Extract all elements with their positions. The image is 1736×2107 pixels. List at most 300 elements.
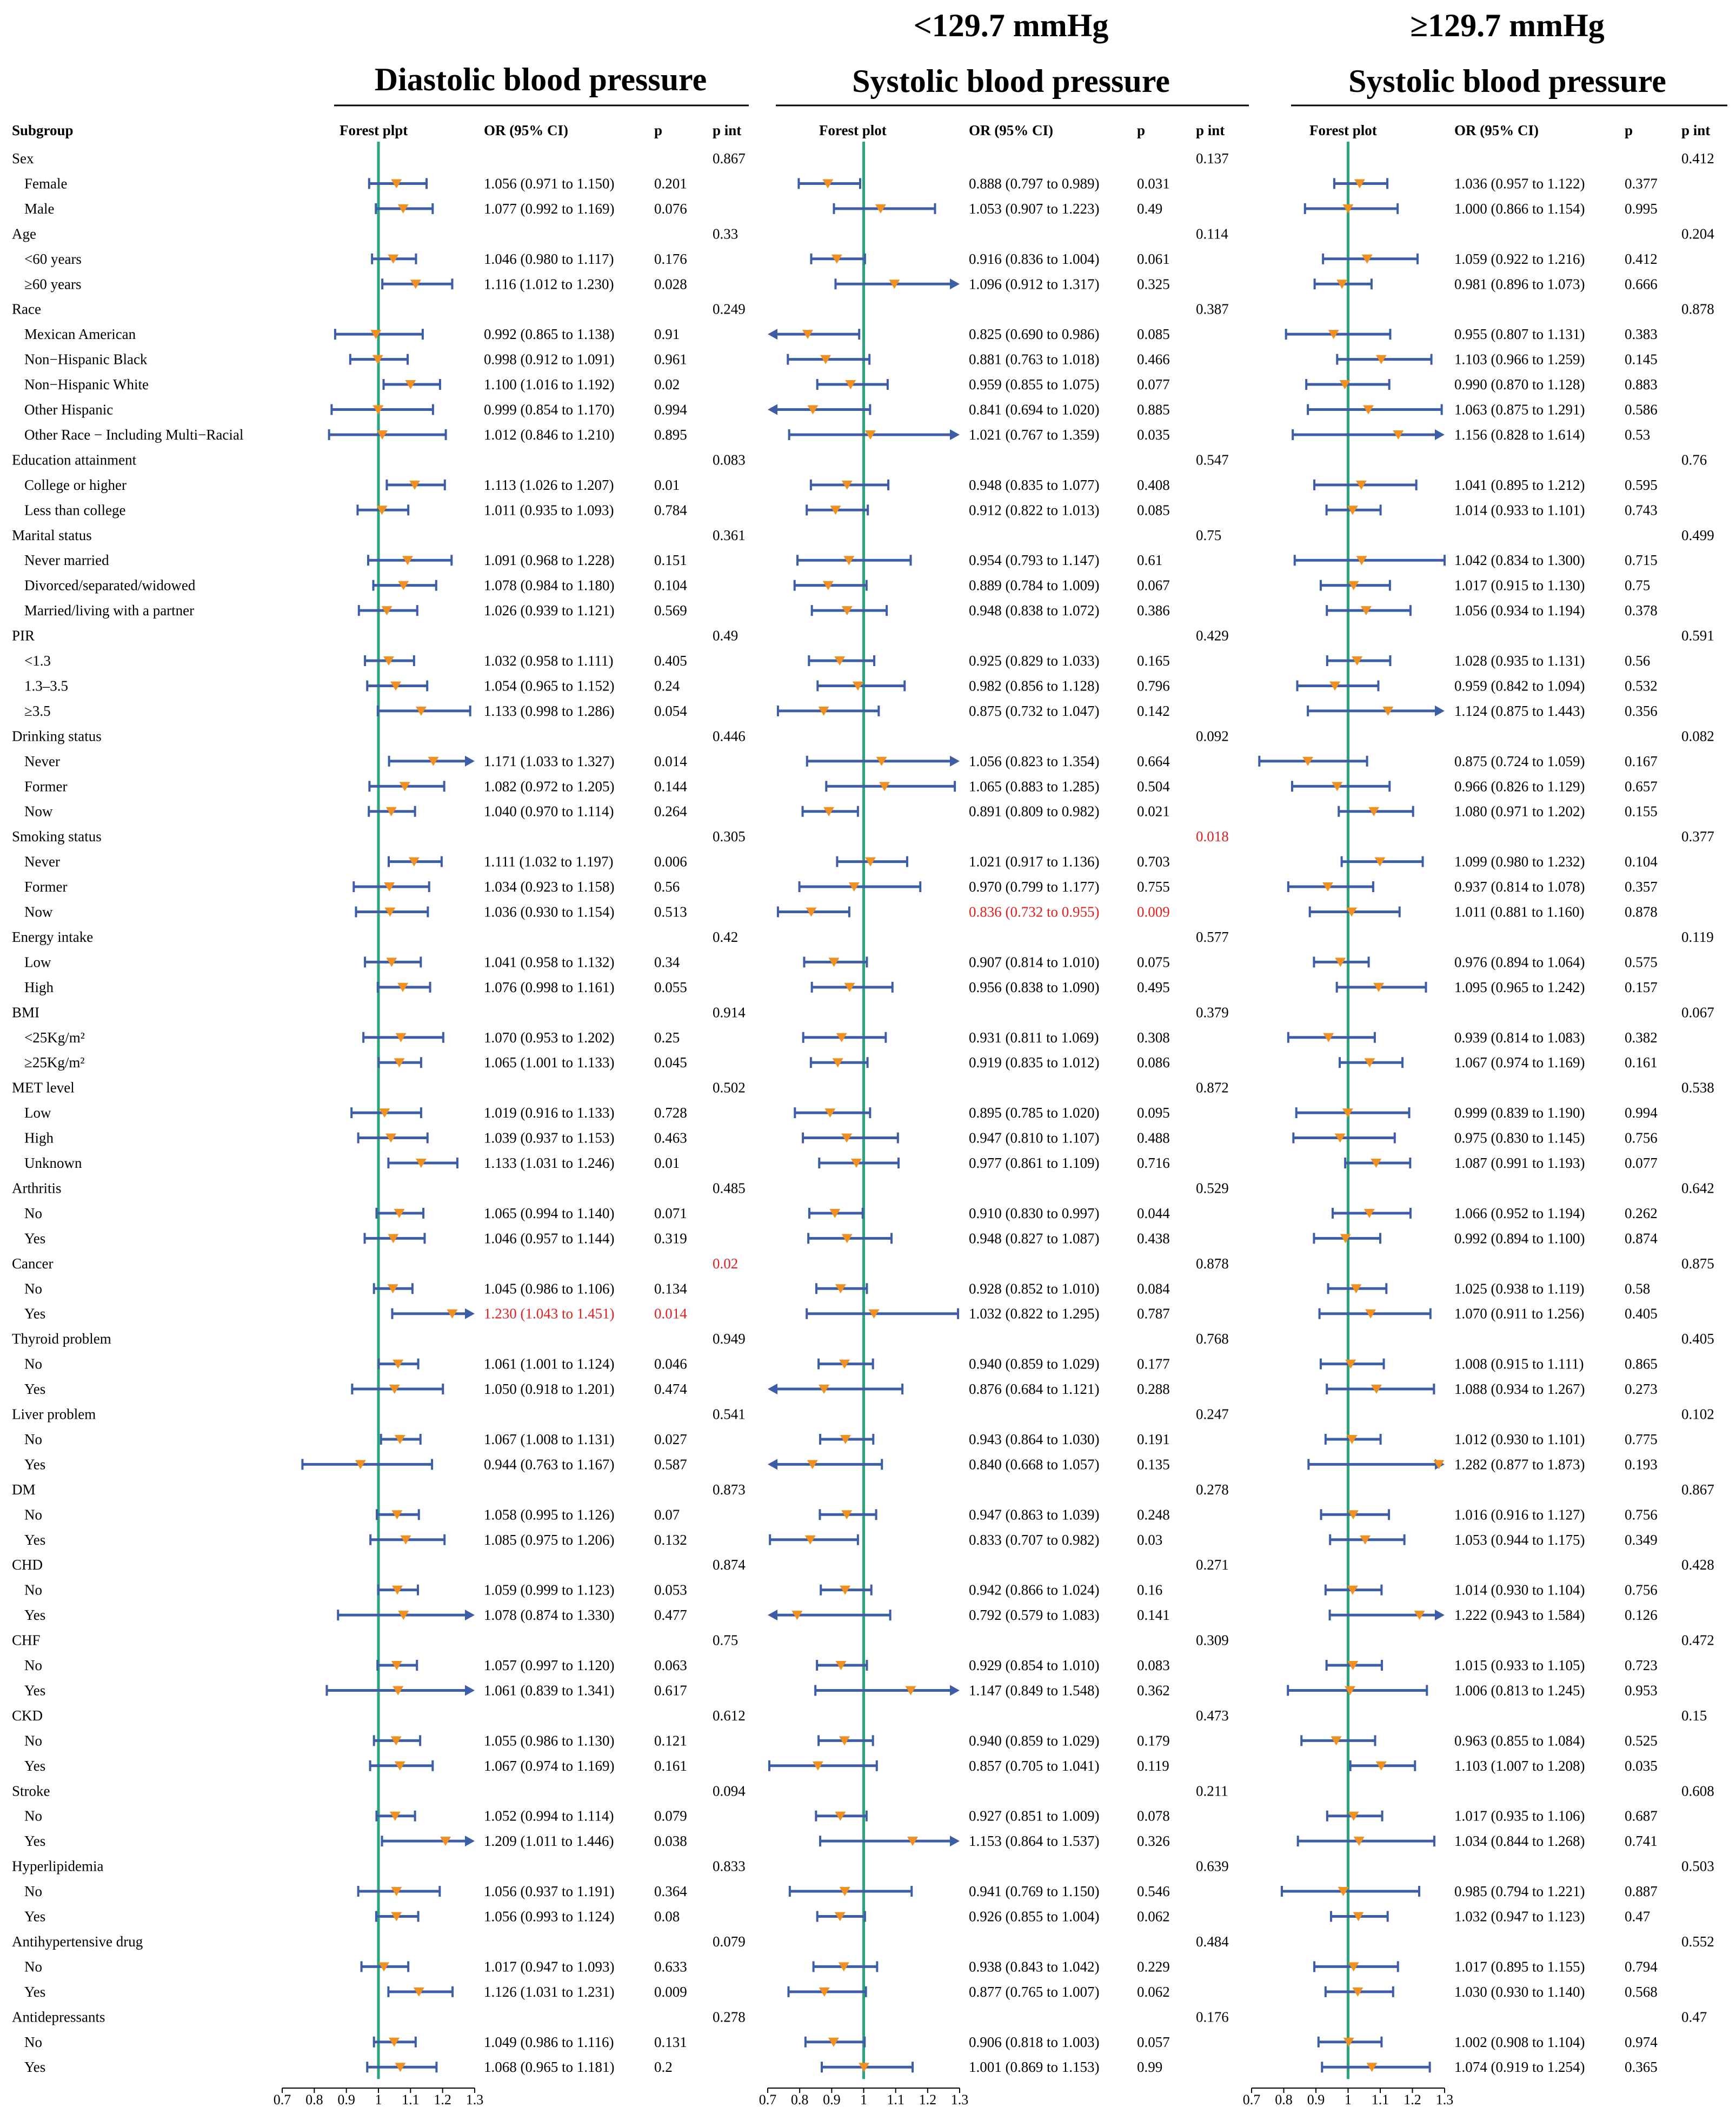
table-row: [24, 602, 1658, 619]
subgroup-label-3-5: ≥3.5: [24, 702, 51, 719]
p-value: 0.157: [1625, 979, 1658, 995]
p-value: 0.532: [1625, 677, 1658, 694]
p-value: 0.56: [654, 879, 680, 895]
table-row: [24, 677, 1658, 694]
x-axis-3: [1243, 2088, 1454, 2107]
or-ci-value: 0.876 (0.684 to 1.121): [969, 1381, 1100, 1398]
or-ci-value: 1.147 (0.849 to 1.548): [969, 1682, 1100, 1699]
or-ci-value: 1.053 (0.944 to 1.175): [1454, 1531, 1585, 1548]
subgroup-label-yes: Yes: [24, 1531, 46, 1548]
or-ci-value: 1.078 (0.874 to 1.330): [484, 1607, 615, 1624]
p-value: 0.077: [1625, 1155, 1658, 1171]
or-ci-value: 1.032 (0.822 to 1.295): [969, 1305, 1100, 1322]
or-ci-value: 0.976 (0.894 to 1.064): [1454, 954, 1585, 971]
table-row: [24, 427, 1650, 443]
or-ci-value: 1.056 (0.934 to 1.194): [1454, 602, 1585, 619]
or-ci-value: 1.025 (0.938 to 1.119): [1454, 1280, 1585, 1297]
p-interaction-value: 0.503: [1681, 1858, 1714, 1875]
table-row: [24, 376, 1658, 393]
or-ci-value: 1.056 (0.971 to 1.150): [484, 175, 615, 192]
p-value: 0.077: [1137, 376, 1170, 393]
p-interaction-value: 0.33: [713, 225, 739, 242]
table-row: [12, 2009, 1707, 2025]
x-axes: [274, 2088, 1454, 2107]
p-interaction-value: 0.119: [1681, 928, 1714, 945]
p-value: 0.01: [654, 476, 680, 493]
p-value: 0.504: [1137, 778, 1170, 795]
p-value: 0.365: [1625, 2059, 1658, 2076]
ci-arrow-right: [465, 1610, 475, 1620]
p-value: 0.466: [1137, 351, 1170, 368]
table-row: [24, 753, 1658, 769]
group-label-chf: CHF: [12, 1632, 41, 1649]
or-ci-value: 0.906 (0.818 to 1.003): [969, 2033, 1100, 2050]
p-value: 0.063: [654, 1657, 687, 1673]
p-value: 0.657: [1625, 778, 1658, 795]
p-interaction-value: 0.75: [1196, 527, 1222, 543]
or-ci-value: 1.077 (0.992 to 1.169): [484, 200, 615, 217]
header-p-1: p: [654, 122, 663, 138]
p-value: 0.575: [1625, 954, 1658, 971]
table-row: [24, 1381, 1658, 1397]
or-ci-value: 0.928 (0.852 to 1.010): [969, 1280, 1100, 1297]
or-ci-value: 0.977 (0.861 to 1.109): [969, 1155, 1100, 1171]
table-row: [24, 351, 1658, 368]
tick-label: 0.7: [759, 2092, 777, 2107]
or-ci-value: 1.070 (0.953 to 1.202): [484, 1029, 615, 1046]
or-ci-value: 0.927 (0.851 to 1.009): [969, 1807, 1100, 1824]
p-value: 0.142: [1137, 702, 1170, 719]
or-ci-value: 1.067 (0.974 to 1.169): [1454, 1054, 1585, 1071]
or-ci-value: 1.082 (0.972 to 1.205): [484, 778, 615, 795]
or-ci-value: 0.916 (0.836 to 1.004): [969, 250, 1100, 267]
or-ci-value: 1.057 (0.997 to 1.120): [484, 1657, 615, 1673]
p-value: 0.883: [1625, 376, 1658, 393]
ci-arrow-right: [1435, 706, 1445, 716]
tick-label: 0.9: [337, 2092, 355, 2107]
p-value: 0.121: [654, 1732, 687, 1749]
or-ci-value: 0.792 (0.579 to 1.083): [969, 1607, 1100, 1624]
p-value: 0.743: [1625, 502, 1658, 519]
header-forest-plot-3: Forest plot: [1309, 122, 1377, 138]
or-ci-value: 1.065 (1.001 to 1.133): [484, 1054, 615, 1071]
or-ci-value: 0.926 (0.855 to 1.004): [969, 1908, 1100, 1925]
p-value: 0.53: [1625, 426, 1651, 443]
group-label-met-level: MET level: [12, 1079, 75, 1096]
or-ci-value: 1.087 (0.991 to 1.193): [1454, 1155, 1585, 1171]
ci-arrow-right: [950, 1836, 960, 1846]
p-interaction-value: 0.47: [1681, 2009, 1707, 2025]
or-ci-value: 1.050 (0.918 to 1.201): [484, 1381, 615, 1398]
subgroup-label-yes: Yes: [24, 1757, 46, 1774]
or-ci-value: 0.985 (0.794 to 1.221): [1454, 1883, 1585, 1900]
subgroup-label-60-years: <60 years: [24, 250, 82, 267]
subgroup-label-high: High: [24, 979, 54, 995]
p-value: 0.104: [654, 577, 687, 594]
ci-arrow-right: [465, 1836, 475, 1846]
or-ci-value: 1.039 (0.937 to 1.153): [484, 1129, 615, 1146]
table-row: [24, 1155, 1658, 1171]
table-row: [24, 1280, 1650, 1297]
p-interaction-value: 0.472: [1681, 1632, 1714, 1649]
ci-arrow-left: [768, 329, 777, 340]
header-p-2: p: [1137, 122, 1146, 138]
p-value: 0.009: [1137, 903, 1170, 920]
p-value: 0.151: [654, 552, 687, 569]
p-value: 0.961: [654, 351, 687, 368]
p-interaction-value: 0.914: [713, 1004, 746, 1021]
p-interaction-value: 0.067: [1681, 1004, 1714, 1021]
p-value: 0.525: [1625, 1732, 1658, 1749]
tick-label: 1.2: [434, 2092, 451, 2107]
column-headers: [12, 122, 1710, 138]
p-value: 0.155: [1625, 803, 1658, 820]
table-row: [24, 502, 1658, 518]
p-value: 0.56: [1625, 653, 1651, 669]
p-value: 0.24: [654, 677, 680, 694]
p-value: 0.288: [1137, 1381, 1170, 1398]
p-value: 0.119: [1137, 1757, 1169, 1774]
p-value: 0.014: [654, 1305, 687, 1322]
header-or-1: OR (95% CI): [484, 122, 568, 138]
ci-arrow-right: [1435, 429, 1445, 440]
or-ci-value: 1.066 (0.952 to 1.194): [1454, 1205, 1585, 1221]
or-ci-value: 1.032 (0.958 to 1.111): [484, 653, 614, 669]
p-value: 0.784: [654, 502, 687, 519]
group-label-sex: Sex: [12, 150, 34, 167]
or-ci-value: 0.937 (0.814 to 1.078): [1454, 879, 1585, 895]
subgroup-label-yes: Yes: [24, 1305, 46, 1322]
p-value: 0.994: [1625, 1105, 1658, 1121]
or-ci-value: 1.041 (0.958 to 1.132): [484, 954, 615, 971]
p-value: 0.756: [1625, 1581, 1658, 1598]
or-ci-value: 0.943 (0.864 to 1.030): [969, 1431, 1100, 1447]
panel-titles: [334, 8, 1727, 105]
p-value: 0.062: [1137, 1908, 1170, 1925]
subgroup-label-female: Female: [24, 175, 68, 192]
or-ci-value: 0.912 (0.822 to 1.013): [969, 502, 1100, 519]
header-pint-2: p int: [1196, 122, 1225, 138]
or-ci-value: 1.055 (0.986 to 1.130): [484, 1732, 615, 1749]
p-interaction-value: 0.387: [1196, 301, 1229, 317]
group-label-hyperlipidemia: Hyperlipidemia: [12, 1858, 104, 1875]
subgroup-label-unknown: Unknown: [24, 1155, 82, 1171]
p-value: 0.067: [1137, 577, 1170, 594]
ci-arrow-left: [768, 404, 777, 415]
or-ci-value: 1.100 (1.016 to 1.192): [484, 376, 615, 393]
p-interaction-value: 0.878: [1196, 1255, 1229, 1272]
p-value: 0.953: [1625, 1682, 1658, 1699]
subgroup-label-married-living-with-a-partner: Married/living with a partner: [24, 602, 195, 619]
p-value: 0.038: [654, 1833, 687, 1850]
or-ci-value: 1.056 (0.993 to 1.124): [484, 1908, 615, 1925]
table-row: [24, 1958, 1658, 1975]
subgroup-label-yes: Yes: [24, 1381, 46, 1398]
p-interaction-value: 0.305: [713, 828, 746, 845]
subgroup-label-no: No: [24, 1732, 42, 1749]
table-row: [24, 979, 1658, 995]
p-interaction-value: 0.874: [713, 1557, 746, 1573]
or-ci-value: 0.895 (0.785 to 1.020): [969, 1105, 1100, 1121]
p-value: 0.728: [654, 1105, 687, 1121]
p-value: 0.095: [1137, 1105, 1170, 1121]
or-ci-value: 1.088 (0.934 to 1.267): [1454, 1381, 1585, 1398]
or-ci-value: 0.833 (0.707 to 0.982): [969, 1531, 1100, 1548]
group-label-drinking-status: Drinking status: [12, 728, 102, 745]
subgroup-label-no: No: [24, 1280, 42, 1297]
tick-label: 0.9: [823, 2092, 841, 2107]
p-value: 0.666: [1625, 276, 1658, 293]
or-ci-value: 0.992 (0.894 to 1.100): [1454, 1230, 1585, 1247]
table-row: [24, 854, 1658, 870]
or-ci-value: 1.021 (0.917 to 1.136): [969, 853, 1100, 870]
or-ci-value: 0.929 (0.854 to 1.010): [969, 1657, 1100, 1673]
or-ci-value: 0.940 (0.859 to 1.029): [969, 1355, 1100, 1372]
subgroup-label-no: No: [24, 1807, 42, 1824]
or-ci-value: 1.017 (0.947 to 1.093): [484, 1958, 615, 1975]
table-row: [24, 577, 1650, 594]
p-value: 0.377: [1625, 175, 1658, 192]
table-row: [24, 803, 1658, 820]
table-row: [24, 1506, 1658, 1523]
p-value: 0.035: [1625, 1757, 1658, 1774]
p-value: 0.167: [1625, 753, 1658, 769]
table-row: [24, 1833, 1658, 1849]
ci-arrow-left: [768, 1384, 777, 1394]
p-value: 0.055: [654, 979, 687, 995]
subgroup-label-yes: Yes: [24, 1833, 46, 1850]
p-value: 0.165: [1137, 653, 1170, 669]
header-p-3: p: [1625, 122, 1633, 138]
p-value: 0.723: [1625, 1657, 1658, 1673]
or-ci-value: 0.947 (0.863 to 1.039): [969, 1506, 1100, 1523]
p-value: 0.362: [1137, 1682, 1170, 1699]
or-ci-value: 0.955 (0.807 to 1.131): [1454, 326, 1585, 343]
p-interaction-value: 0.612: [713, 1707, 746, 1724]
p-value: 0.132: [654, 1531, 687, 1548]
or-ci-value: 1.099 (0.980 to 1.232): [1454, 853, 1585, 870]
or-ci-value: 0.857 (0.705 to 1.041): [969, 1757, 1100, 1774]
p-value: 0.595: [1625, 476, 1658, 493]
p-interaction-value: 0.529: [1196, 1180, 1229, 1197]
header-or-2: OR (95% CI): [969, 122, 1053, 138]
p-interaction-value: 0.42: [713, 928, 739, 945]
tick-label: 1: [375, 2092, 382, 2107]
subgroup-label-no: No: [24, 1506, 42, 1523]
subgroup-label-yes: Yes: [24, 1456, 46, 1473]
p-interaction-value: 0.361: [713, 527, 746, 543]
p-interaction-value: 0.114: [1196, 225, 1228, 242]
table-row: [24, 1682, 1658, 1698]
or-ci-value: 1.061 (1.001 to 1.124): [484, 1355, 615, 1372]
table-row: [24, 2034, 1658, 2050]
subgroup-label-yes: Yes: [24, 1908, 46, 1925]
or-ci-value: 1.046 (0.980 to 1.117): [484, 250, 614, 267]
ci-arrow-right: [465, 1685, 475, 1696]
subgroup-label-low: Low: [24, 954, 51, 971]
or-ci-value: 1.017 (0.935 to 1.106): [1454, 1807, 1585, 1824]
group-label-ckd: CKD: [12, 1707, 43, 1724]
or-ci-value: 0.944 (0.763 to 1.167): [484, 1456, 615, 1473]
subgroup-label-no: No: [24, 1581, 42, 1598]
or-ci-value: 0.999 (0.854 to 1.170): [484, 401, 615, 418]
p-value: 0.586: [1625, 401, 1658, 418]
tick-label: 1: [1345, 2092, 1352, 2107]
or-ci-value: 1.036 (0.957 to 1.122): [1454, 175, 1585, 192]
subgroup-label-60-years: ≥60 years: [24, 276, 82, 293]
p-value: 0.319: [654, 1230, 687, 1247]
p-value: 0.273: [1625, 1381, 1658, 1398]
x-axis-1: [274, 2088, 484, 2107]
tick-label: 1.1: [1371, 2092, 1389, 2107]
subgroup-label-divorced-separated-widowed: Divorced/separated/widowed: [24, 577, 196, 594]
or-ci-value: 0.931 (0.811 to 1.069): [969, 1029, 1099, 1046]
p-value: 0.104: [1625, 853, 1658, 870]
group-label-pir: PIR: [12, 627, 35, 644]
p-interaction-value: 0.499: [1681, 527, 1714, 543]
p-value: 0.071: [654, 1205, 687, 1221]
p-value: 0.687: [1625, 1807, 1658, 1824]
group-label-liver-problem: Liver problem: [12, 1406, 96, 1423]
p-value: 0.382: [1625, 1029, 1658, 1046]
header-forest-plot-2: Forest plot: [819, 122, 887, 138]
header-or-3: OR (95% CI): [1454, 122, 1539, 138]
p-interaction-value: 0.102: [1681, 1406, 1714, 1423]
tick-label: 0.9: [1307, 2092, 1325, 2107]
subgroup-label-never: Never: [24, 853, 60, 870]
or-ci-value: 1.230 (1.043 to 1.451): [484, 1305, 615, 1322]
or-ci-value: 1.103 (1.007 to 1.208): [1454, 1757, 1585, 1774]
p-value: 0.357: [1625, 879, 1658, 895]
group-label-antidepressants: Antidepressants: [12, 2009, 105, 2025]
ci-arrow-right: [950, 1685, 960, 1696]
or-ci-value: 0.948 (0.835 to 1.077): [969, 476, 1100, 493]
p-value: 0.126: [1625, 1607, 1658, 1624]
p-value: 0.054: [654, 702, 687, 719]
table-row: [24, 1105, 1658, 1121]
p-interaction-value: 0.379: [1196, 1004, 1229, 1021]
p-value: 0.664: [1137, 753, 1170, 769]
p-value: 0.006: [654, 853, 687, 870]
table-row: [24, 477, 1658, 493]
table-row: [24, 552, 1658, 568]
p-value: 0.08: [654, 1908, 680, 1925]
or-ci-value: 1.067 (0.974 to 1.169): [484, 1757, 615, 1774]
p-value: 0.061: [1137, 250, 1170, 267]
p-value: 0.161: [1625, 1054, 1658, 1071]
p-value: 0.201: [654, 175, 687, 192]
or-ci-value: 0.840 (0.668 to 1.057): [969, 1456, 1100, 1473]
table-row: [24, 1130, 1658, 1146]
p-interaction-value: 0.412: [1681, 150, 1714, 167]
p-interaction-value: 0.949: [713, 1331, 746, 1347]
p-value: 0.865: [1625, 1355, 1658, 1372]
or-ci-value: 0.910 (0.830 to 0.997): [969, 1205, 1100, 1221]
or-ci-value: 1.053 (0.907 to 1.223): [969, 200, 1100, 217]
p-interaction-value: 0.75: [713, 1632, 739, 1649]
p-value: 0.062: [1137, 1983, 1170, 2000]
or-ci-value: 1.014 (0.930 to 1.104): [1454, 1581, 1585, 1598]
or-ci-value: 1.036 (0.930 to 1.154): [484, 903, 615, 920]
p-value: 0.25: [654, 1029, 680, 1046]
or-ci-value: 1.124 (0.875 to 1.443): [1454, 702, 1585, 719]
p-interaction-value: 0.15: [1681, 1707, 1707, 1724]
or-ci-value: 0.836 (0.732 to 0.955): [969, 903, 1100, 920]
p-value: 0.58: [1625, 1280, 1651, 1297]
tick-label: 1.2: [1404, 2092, 1421, 2107]
p-interaction-value: 0.204: [1681, 225, 1714, 242]
p-value: 0.364: [654, 1883, 687, 1900]
or-ci-value: 0.998 (0.912 to 1.091): [484, 351, 615, 368]
or-ci-value: 0.888 (0.797 to 0.989): [969, 175, 1100, 192]
p-value: 0.756: [1625, 1506, 1658, 1523]
tick-label: 1.2: [919, 2092, 937, 2107]
p-interaction-value: 0.271: [1196, 1557, 1229, 1573]
p-value: 0.895: [654, 426, 687, 443]
or-ci-value: 0.948 (0.827 to 1.087): [969, 1230, 1100, 1247]
or-ci-value: 0.907 (0.814 to 1.010): [969, 954, 1100, 971]
or-ci-value: 1.091 (0.968 to 1.228): [484, 552, 615, 569]
or-ci-value: 1.063 (0.875 to 1.291): [1454, 401, 1585, 418]
p-value: 0.134: [654, 1280, 687, 1297]
subgroup-label-non-hispanic-black: Non−Hispanic Black: [24, 351, 148, 368]
p-interaction-value: 0.547: [1196, 451, 1229, 468]
or-ci-value: 1.021 (0.767 to 1.359): [969, 426, 1100, 443]
or-ci-value: 1.002 (0.908 to 1.104): [1454, 2033, 1585, 2050]
p-value: 0.01: [654, 1155, 680, 1171]
p-value: 0.191: [1137, 1431, 1170, 1447]
p-interaction-value: 0.552: [1681, 1933, 1714, 1950]
subgroup-label-no: No: [24, 1355, 42, 1372]
or-ci-value: 1.133 (0.998 to 1.286): [484, 702, 615, 719]
subgroup-label-never: Never: [24, 753, 60, 769]
p-interaction-value: 0.642: [1681, 1180, 1714, 1197]
tick-label: 0.8: [1275, 2092, 1293, 2107]
subgroup-label-never-married: Never married: [24, 552, 109, 569]
or-ci-value: 0.939 (0.814 to 1.083): [1454, 1029, 1585, 1046]
or-ci-value: 1.017 (0.915 to 1.130): [1454, 577, 1585, 594]
or-ci-value: 0.825 (0.690 to 0.986): [969, 326, 1100, 343]
p-value: 0.513: [654, 903, 687, 920]
ci-arrow-right: [465, 1308, 475, 1319]
p-value: 0.477: [654, 1607, 687, 1624]
or-ci-value: 0.970 (0.799 to 1.177): [969, 879, 1100, 895]
p-value: 0.61: [1137, 552, 1163, 569]
group-label-education-attainment: Education attainment: [12, 451, 137, 468]
p-value: 0.07: [654, 1506, 680, 1523]
subgroup-label-now: Now: [24, 803, 53, 820]
p-value: 0.021: [1137, 803, 1170, 820]
p-interaction-value: 0.872: [1196, 1079, 1229, 1096]
header-pint-3: p int: [1681, 122, 1711, 138]
table-row: [24, 1230, 1658, 1246]
ci-arrow-left: [768, 1610, 777, 1620]
or-ci-value: 0.959 (0.842 to 1.094): [1454, 677, 1585, 694]
p-interaction-value: 0.591: [1681, 627, 1714, 644]
p-value: 0.035: [1137, 426, 1170, 443]
p-value: 0.378: [1625, 602, 1658, 619]
p-interaction-value: 0.405: [1681, 1331, 1714, 1347]
p-interaction-value: 0.639: [1196, 1858, 1229, 1875]
subgroup-label-other-race-including-multi-racial: Other Race − Including Multi−Racial: [24, 426, 244, 443]
p-value: 0.463: [654, 1129, 687, 1146]
table-row: [24, 1456, 1658, 1472]
p-value: 0.495: [1137, 979, 1170, 995]
p-value: 0.49: [1137, 200, 1163, 217]
p-value: 0.141: [1137, 1607, 1170, 1624]
p-interaction-value: 0.247: [1196, 1406, 1229, 1423]
table-row: [24, 1758, 1658, 1774]
